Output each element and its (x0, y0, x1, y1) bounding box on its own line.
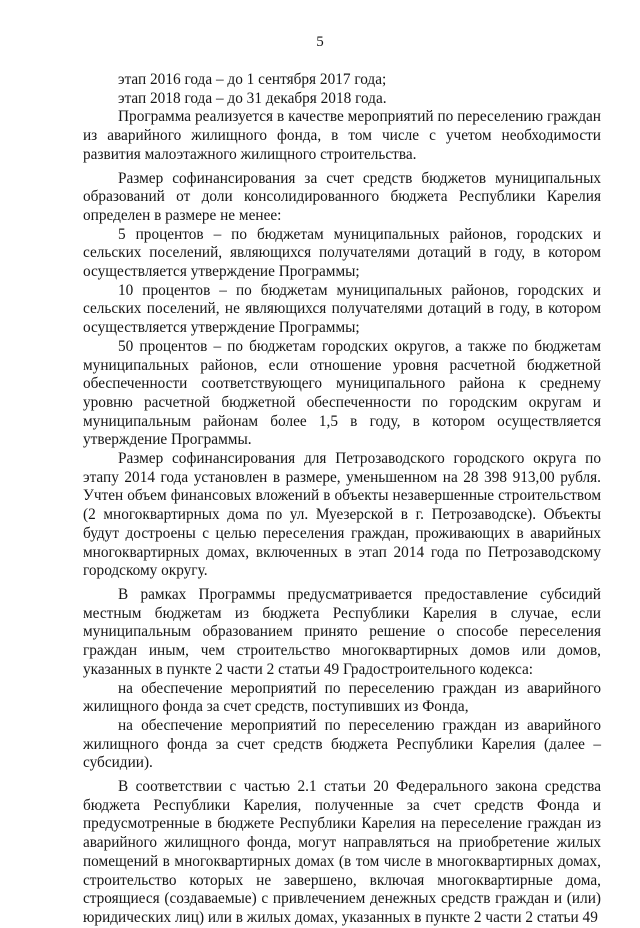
paragraph-subsidies: В рамках Программы предусматривается предоставление субсидий местным бюджетам из бюджета Республики Карелия в случае, если муниципальным образованием принято решение о способе переселения граждан иным, чем строительство многоквартирных домов или домов, указанных в пункте 2 части 2 статьи 49 Градостроительного кодекса: (83, 585, 601, 678)
paragraph-federal-law: В соответствии с частью 2.1 статьи 20 Федерального закона средства бюджета Республики Карелия, полученные за счет средств Фонда и предусмотренные в бюджете Республики Карелия на переселение граждан из аварийного жилищного фонда, могут направляться на приобретение жилых помещений в многоквартирных домах (в том числе в многоквартирных домах, строительство которых не завершено, включая многоквартирные дома, строящиеся (создаваемые) с привлечением денежных средств граждан и (или) юридических лиц) или в жилых домах, указанных в пункте 2 части 2 статьи 49 (83, 778, 601, 926)
paragraph-program-implementation: Программа реализуется в качестве мероприятий по переселению граждан из аварийного жилищного фонда, в том числе с учетом необходимости развития малоэтажного жилищного строительства. (83, 108, 601, 163)
paragraph-fund-measures: на обеспечение мероприятий по переселению граждан из аварийного жилищного фонда за счет средств, поступивших из Фонда, (83, 679, 601, 716)
paragraph-10-percent: 10 процентов – по бюджетам муниципальных районов, городских и сельских поселений, не являющихся получателями дотаций в году, в котором осуществляется утверждение Программы; (83, 281, 601, 337)
paragraph-budget-measures: на обеспечение мероприятий по переселению граждан из аварийного жилищного фонда за счет средств бюджета Республики Карелия (далее – субсидии). (83, 716, 601, 772)
page-number: 5 (316, 34, 324, 50)
paragraph-50-percent: 50 процентов – по бюджетам городских округов, а также по бюджетам муниципальных районов, если отношение уровня расчетной бюджетной обеспеченности соответствующего муниципального района к среднему уровню расчетной бюджетной обеспеченности по городским округам и муниципальным районам более 1,5 в году, в котором осуществляется утверждение Программы. (83, 337, 601, 449)
document-body (83, 71, 601, 928)
paragraph-5-percent: 5 процентов – по бюджетам муниципальных районов, городских и сельских поселений, являющихся получателями дотаций в году, в котором осуществляется утверждение Программы; (83, 225, 601, 281)
paragraph-stage-2016: этап 2016 года – до 1 сентября 2017 года; (118, 71, 387, 88)
paragraph-petrozavodsk: Размер софинансирования для Петрозаводского городского округа по этапу 2014 года установлен в размере, уменьшенном на 28 398 913,00 рубля. Учтен объем финансовых вложений в объекты незавершенные строительством (2 многоквартирных дома по ул. Муезерской в г. Петрозаводске). Объекты будут достроены с целью переселения граждан, проживающих в аварийных многоквартирных домах, включенных в этап 2014 года по Петрозаводскому городскому округу. (83, 450, 601, 580)
paragraph-cofinancing-size: Размер софинансирования за счет средств бюджетов муниципальных образований от доли консолидированного бюджета Республики Карелия определен в размере не менее: (83, 169, 601, 224)
paragraph-stage-2018: этап 2018 года – до 31 декабря 2018 года. (118, 89, 387, 107)
